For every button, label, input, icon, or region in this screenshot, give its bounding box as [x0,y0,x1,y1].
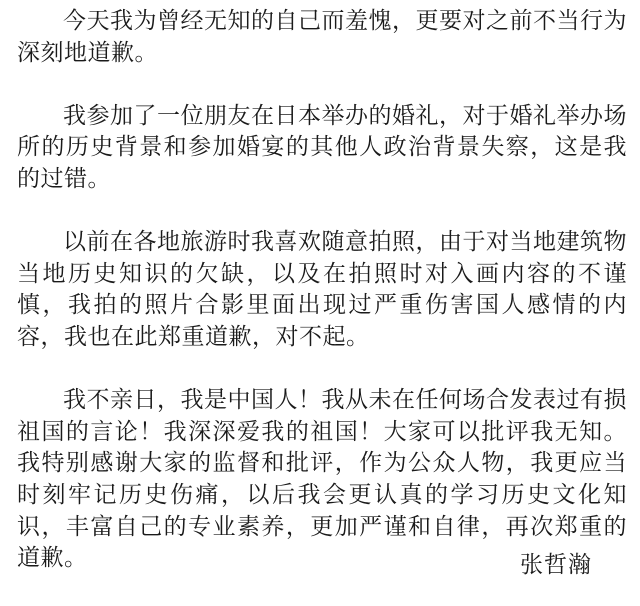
paragraph-photos: 以前在各地旅游时我喜欢随意拍照，由于对当地建筑物当地历史知识的欠缺，以及在拍照时对入画内容的不谨慎，我拍的照片合影里面出现过严重伤害国人感情的内容，我也在此郑重道歉，对不起。 [17,229,627,350]
signature: 张哲瀚 [520,552,592,578]
paragraph-shame: 今天我为曾经无知的自己而羞愧，更要对之前不当行为深刻地道歉。 [17,8,627,66]
apology-letter [17,6,627,606]
paragraph-wedding: 我参加了一位朋友在日本举办的婚礼，对于婚礼举办场所的历史背景和参加婚宴的其他人政治背景失察，这是我的过错。 [17,102,627,192]
paragraph-patriotism: 我不亲日，我是中国人！我从未在任何场合发表过有损祖国的言论！我深深爱我的祖国！大家可以批评我无知。我特别感谢大家的监督和批评，作为公众人物，我更应当时刻牢记历史伤痛，以后我会更认真的学习历史文化知识，丰富自己的专业素养，更加严谨和自律，再次郑重的道歉。 [17,387,627,572]
